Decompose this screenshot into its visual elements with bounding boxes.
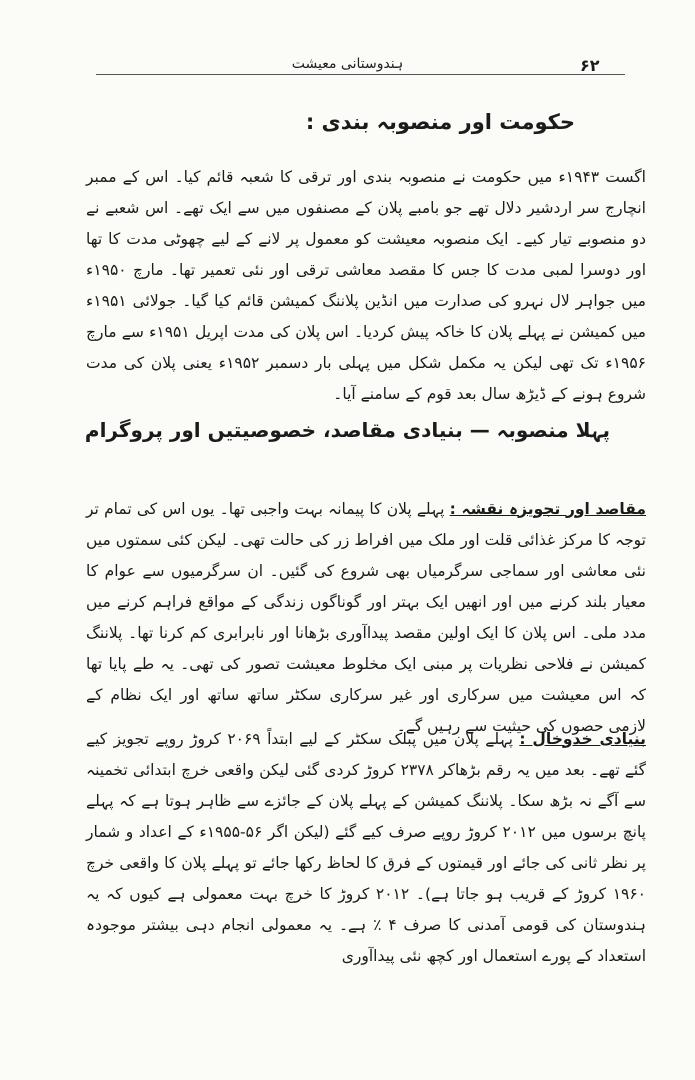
paragraph-lead-features: بنیادی خدوخال :: [519, 729, 646, 748]
paragraph-features: [86, 724, 646, 972]
paragraph-lead-objectives: مقاصد اور تجویزہ نقشہ :: [449, 499, 646, 518]
paragraph-objectives: [86, 494, 646, 742]
section-heading-government-planning: حکومت اور منصوبہ بندی :: [305, 110, 575, 134]
paragraph-body-features: پہلے پلان میں پبلک سکٹر کے لیے ابتداً ۲۰۶۹ کروڑ روپے تجویز کیے گئے تھے۔ بعد میں یہ رقم بڑھاکر ۲۳۷۸ کروڑ کردی گئی لیکن واقعی خرچ ابتدائی تخمینہ سے آگے نہ بڑھ سکا۔ پلاننگ کمیشن کے پہلے پلان کے جائزے سے ظاہر ہوتا ہے کہ پہلے پانچ برسوں میں ۲۰۱۲ کروڑ روپے صرف کیے گئے (لیکن اگر ۵۶-۱۹۵۵ء کے اعداد و شمار پر نظر ثانی کی جائے اور قیمتوں کے فرق کا لحاظ رکھا جائے تو پہلے پلان کا واقعی خرچ ۱۹۶۰ کروڑ کے قریب ہو جاتا ہے)۔ ۲۰۱۲ کروڑ کا خرچ بہت معمولی ہے کیوں کہ یہ ہندوستان کی قومی آمدنی کا صرف ۴ ٪ ہے۔ یہ معمولی انجام دہی بیشتر موجودہ استعداد کے پورے استعمال اور کچھ نئی پیداآوری: [86, 729, 646, 965]
paragraph-body-objectives: پہلے پلان کا پیمانہ بہت واجبی تھا۔ یوں اس کی تمام تر توجہ کا مرکز غذائی قلت اور ملک میں افراط زر کی حالت تھی۔ لیکن کئی سمتوں میں نئی معاشی اور سماجی سرگرمیاں بھی شروع کی گئیں۔ ان سرگرمیوں سے عوام کا معیار بلند کرنے میں اور انھیں ایک بہتر اور گوناگوں زندگی کے مواقع فراہم کرنے میں مدد ملی۔ اس پلان کا ایک اولین مقصد پیداآوری بڑھانا اور نابرابری کم کرنا تھا۔ پلاننگ کمیشن نے فلاحی نظریات پر مبنی ایک مخلوط معیشت تصور کی تھی۔ یہ طے پایا تھا کہ اس معیشت میں سرکاری اور غیر سرکاری سکٹر ساتھ ساتھ اور ایک نظام کے لازمی حصوں کی حیثیت سے رہیں گے۔: [86, 499, 646, 735]
page-number: ۶۲: [580, 56, 600, 75]
paragraph-planning-history: اگست ۱۹۴۳ء میں حکومت نے منصوبہ بندی اور ترقی کا شعبہ قائم کیا۔ اس کے ممبر انچارج سر اردشیر دلال تھے جو بامبے پلان کے مصنفوں میں سے ایک تھے۔ اس شعبے نے دو منصوبے تیار کیے۔ ایک منصوبہ معیشت کو معمول پر لانے کے لیے چھوٹی مدت کا تھا اور دوسرا لمبی مدت کا جس کا مقصد معاشی ترقی اور نئی تعمیر تھا۔ مارچ ۱۹۵۰ء میں جواہر لال نہرو کی صدارت میں انڈین پلاننگ کمیشن قائم کیا گیا۔ جولائی ۱۹۵۱ء میں کمیشن نے پہلے پلان کا خاکہ پیش کردیا۔ اس پلان کی مدت اپریل ۱۹۵۱ء سے مارچ ۱۹۵۶ء تک تھی لیکن یہ مکمل شکل میں پہلی بار دسمبر ۱۹۵۲ء یعنی پلان کی مدت شروع ہونے کے ڈیڑھ سال بعد قوم کے سامنے آیا۔: [86, 167, 646, 403]
running-title: ہندوستانی معیشت: [291, 56, 404, 72]
section-heading-first-plan: پہلا منصوبہ — بنیادی مقاصد، خصوصیتیں اور پروگرام: [84, 418, 611, 442]
header-rule: [96, 74, 625, 75]
